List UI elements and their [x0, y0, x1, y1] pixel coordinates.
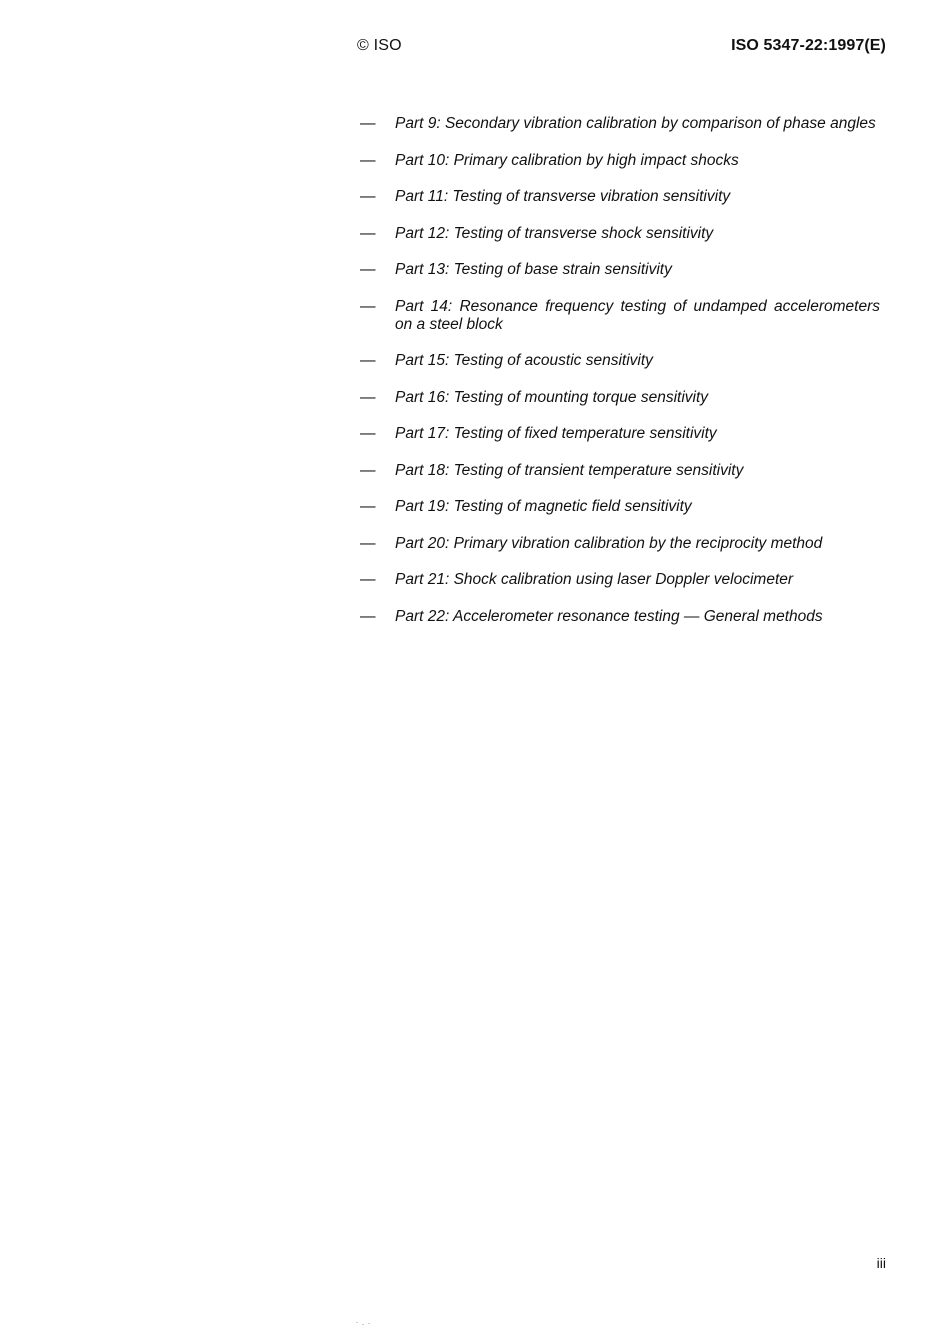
list-dash: — — [360, 224, 376, 242]
scan-speck — [362, 1324, 364, 1325]
list-item-text: Part 20: Primary vibration calibration by the reciprocity method — [395, 534, 823, 552]
list-item-text: Part 11: Testing of transverse vibration sensitivity — [395, 188, 731, 205]
list-item — [360, 298, 880, 334]
list-dash: — — [360, 297, 376, 315]
list-item-text: Part 12: Testing of transverse shock sensitivity — [395, 224, 714, 242]
list-dash: — — [360, 115, 376, 132]
list-dash: — — [360, 352, 376, 369]
scan-speck — [368, 1323, 370, 1324]
parts-list — [360, 115, 880, 644]
list-item — [360, 498, 880, 516]
list-item — [360, 571, 880, 589]
list-item — [360, 389, 880, 407]
scan-speck — [356, 1322, 358, 1323]
list-item — [360, 261, 880, 279]
list-dash: — — [360, 461, 376, 479]
list-item-text: Part 13: Testing of base strain sensitivity — [395, 261, 672, 278]
list-dash: — — [360, 571, 376, 588]
list-item — [360, 352, 880, 370]
list-dash: — — [360, 388, 376, 406]
list-item — [360, 152, 880, 170]
page-number: iii — [876, 1255, 886, 1271]
list-item-text: Part 14: Resonance frequency testing of undamped accelerometers on a steel block — [395, 297, 880, 333]
list-item — [360, 225, 880, 243]
list-item-text: Part 9: Secondary vibration calibration by comparison of phase angles — [395, 115, 876, 132]
list-item — [360, 462, 880, 480]
list-dash: — — [360, 498, 376, 515]
list-dash: — — [360, 188, 376, 205]
list-item — [360, 115, 880, 133]
list-item-text: Part 16: Testing of mounting torque sensitivity — [395, 388, 709, 406]
list-item-text: Part 17: Testing of fixed temperature sensitivity — [395, 425, 717, 442]
list-item-text: Part 15: Testing of acoustic sensitivity — [395, 352, 653, 369]
list-item-text: Part 10: Primary calibration by high impact shocks — [395, 151, 739, 169]
list-item-text: Part 21: Shock calibration using laser Doppler velocimeter — [395, 571, 794, 588]
list-item-text: Part 22: Accelerometer resonance testing — General methods — [395, 607, 823, 625]
list-item — [360, 188, 880, 206]
list-item — [360, 425, 880, 443]
list-dash: — — [360, 607, 376, 625]
list-dash: — — [360, 534, 376, 552]
list-item — [360, 535, 880, 553]
list-dash: — — [360, 151, 376, 169]
list-item — [360, 608, 880, 626]
list-dash: — — [360, 261, 376, 278]
header-standard-number: ISO 5347-22:1997(E) — [731, 37, 886, 54]
list-item-text: Part 19: Testing of magnetic field sensitivity — [395, 498, 692, 515]
list-dash: — — [360, 425, 376, 442]
header-copyright: © ISO — [357, 37, 402, 54]
list-item-text: Part 18: Testing of transient temperature sensitivity — [395, 461, 744, 479]
